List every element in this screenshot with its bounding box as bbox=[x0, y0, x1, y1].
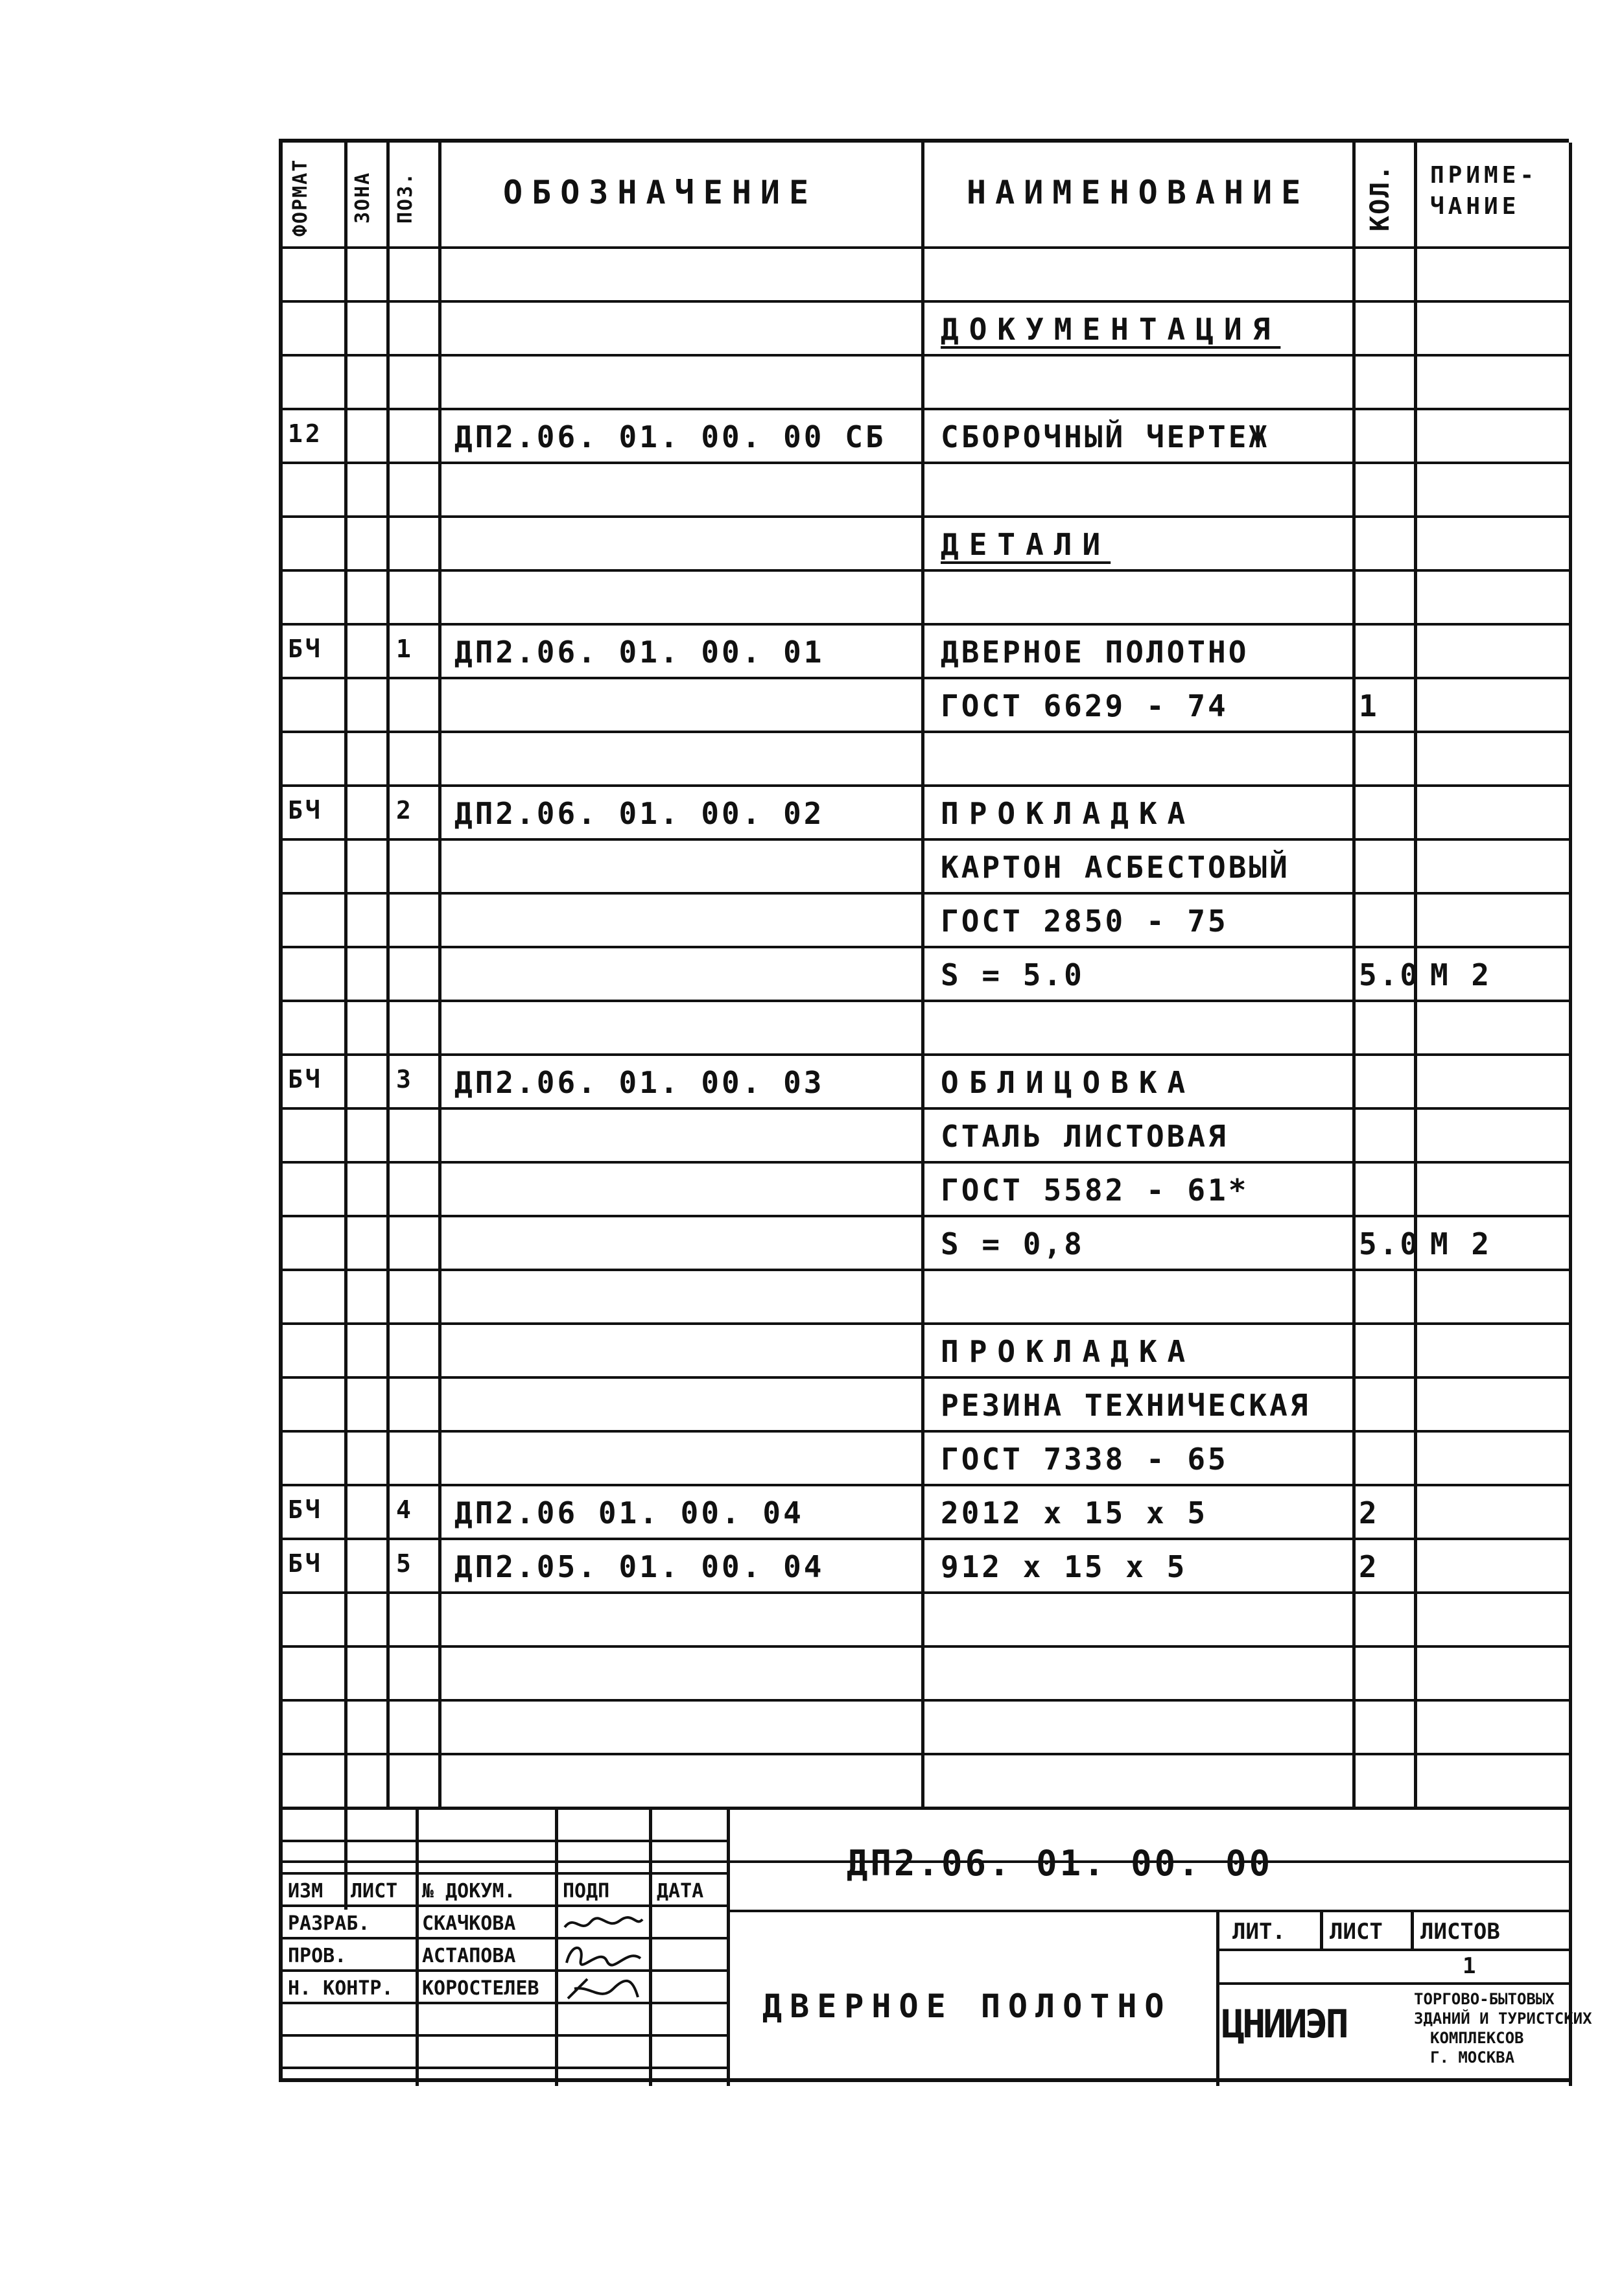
name-cell: ГОСТ 5582 - 61* bbox=[941, 1173, 1249, 1208]
stamp-line bbox=[555, 1807, 558, 2086]
row-line bbox=[283, 1430, 1569, 1433]
stamp-line bbox=[727, 1910, 1569, 1912]
signature-checker bbox=[561, 1940, 646, 1973]
row-line bbox=[283, 408, 1569, 410]
format-cell: БЧ bbox=[288, 796, 323, 825]
stamp-line bbox=[283, 2067, 727, 2069]
stamp-role-developer: РАЗРАБ. bbox=[288, 1912, 370, 1935]
stamp-doc-number: ДП2.06. 01. 00. 00 bbox=[847, 1843, 1273, 1884]
stamp-line bbox=[344, 1807, 347, 1910]
stamp-role-norm-control: Н. КОНТР. bbox=[288, 1977, 394, 2000]
row-line bbox=[283, 1053, 1569, 1056]
qty-cell: 2 bbox=[1359, 1495, 1380, 1530]
col-line-right bbox=[1569, 143, 1572, 1807]
stamp-sheet-label: ЛИСТ bbox=[1330, 1919, 1383, 1945]
qty-cell: 2 bbox=[1359, 1549, 1380, 1584]
designation-cell: ДП2.06 01. 00. 04 bbox=[454, 1495, 804, 1530]
designation-cell: ДП2.06. 01. 00. 00 СБ bbox=[454, 419, 886, 454]
name-cell: ПРОКЛАДКА bbox=[941, 796, 1196, 831]
designation-cell: ДП2.06. 01. 00. 02 bbox=[454, 796, 825, 831]
name-cell: РЕЗИНА ТЕХНИЧЕСКАЯ bbox=[941, 1388, 1311, 1423]
spec-sheet bbox=[279, 139, 1592, 2082]
stamp-line bbox=[283, 2034, 727, 2037]
format-cell: БЧ bbox=[288, 1065, 323, 1094]
format-cell: БЧ bbox=[288, 1495, 323, 1524]
stamp-line bbox=[1569, 1807, 1572, 2086]
row-line bbox=[283, 1699, 1569, 1702]
stamp-sheets-label: ЛИСТОВ bbox=[1420, 1919, 1500, 1945]
format-cell: БЧ bbox=[288, 1549, 323, 1578]
stamp-lit-label: ЛИТ. bbox=[1232, 1919, 1286, 1945]
col-line-pos bbox=[386, 143, 390, 1807]
row-line bbox=[283, 1161, 1569, 1164]
row-line bbox=[283, 784, 1569, 787]
stamp-line bbox=[416, 1807, 419, 2086]
designation-cell: ДП2.06. 01. 00. 03 bbox=[454, 1065, 825, 1100]
name-cell: 2012 x 15 x 5 bbox=[941, 1495, 1208, 1530]
row-line bbox=[283, 1322, 1569, 1325]
header-pos: ПОЗ. bbox=[394, 171, 417, 224]
row-line bbox=[283, 1269, 1569, 1271]
pos-cell: 4 bbox=[396, 1495, 414, 1524]
name-cell: ГОСТ 2850 - 75 bbox=[941, 904, 1229, 939]
stamp-line bbox=[649, 1807, 652, 2086]
name-cell: СБОРОЧНЫЙ ЧЕРТЕЖ bbox=[941, 419, 1270, 454]
row-line bbox=[283, 892, 1569, 895]
row-line bbox=[283, 1538, 1569, 1540]
org-line-2: ЗДАНИЙ И ТУРИСТСКИХ bbox=[1414, 2009, 1592, 2028]
col-line-qty bbox=[1352, 143, 1356, 1807]
pos-cell: 5 bbox=[396, 1549, 414, 1578]
name-cell: ДЕТАЛИ bbox=[941, 527, 1111, 562]
header-format: ФОРМАТ bbox=[289, 158, 312, 237]
stamp-line bbox=[1411, 1910, 1414, 1949]
title-block bbox=[283, 1807, 1592, 2086]
stamp-role-checker: ПРОВ. bbox=[288, 1945, 347, 1967]
row-line bbox=[283, 354, 1569, 357]
stamp-line bbox=[1320, 1910, 1323, 1949]
row-line bbox=[283, 1753, 1569, 1755]
stamp-sheets-value: 1 bbox=[1463, 1953, 1476, 1979]
row-line bbox=[283, 677, 1569, 679]
org-line-3: КОМПЛЕКСОВ bbox=[1430, 2029, 1524, 2047]
pos-cell: 3 bbox=[396, 1065, 414, 1094]
row-line bbox=[283, 623, 1569, 626]
stamp-col-doc: № ДОКУМ. bbox=[422, 1880, 516, 1903]
stamp-line bbox=[727, 1807, 730, 2086]
org-line-1: ТОРГОВО-БЫТОВЫХ bbox=[1414, 1990, 1555, 2008]
header-designation: ОБОЗНАЧЕНИЕ bbox=[503, 174, 818, 211]
header-qty: КОЛ. bbox=[1365, 163, 1395, 232]
note-cell: М 2 bbox=[1430, 1226, 1492, 1261]
stamp-line bbox=[283, 1807, 1569, 1810]
header-zone: ЗОНА bbox=[351, 171, 374, 224]
org-logo: ЦНИИЭП bbox=[1221, 2002, 1346, 2047]
stamp-line bbox=[1216, 1910, 1219, 2086]
row-line bbox=[283, 731, 1569, 733]
col-line-designation bbox=[438, 143, 441, 1807]
name-cell: ГОСТ 7338 - 65 bbox=[941, 1442, 1229, 1477]
row-line bbox=[283, 246, 1569, 249]
designation-cell: ДП2.06. 01. 00. 01 bbox=[454, 635, 825, 670]
stamp-col-date: ДАТА bbox=[657, 1880, 704, 1903]
name-cell: ПРОКЛАДКА bbox=[941, 1334, 1196, 1369]
name-cell: S = 0,8 bbox=[941, 1226, 1085, 1261]
qty-cell: 1 bbox=[1359, 688, 1380, 723]
stamp-line bbox=[283, 1937, 727, 1939]
name-cell: ГОСТ 6629 - 74 bbox=[941, 688, 1229, 723]
pos-cell: 1 bbox=[396, 635, 414, 663]
stamp-line bbox=[283, 1872, 727, 1875]
header-note-line1: ПРИМЕ- bbox=[1430, 162, 1538, 189]
col-line-name bbox=[921, 143, 924, 1807]
col-line-zone bbox=[344, 143, 347, 1807]
stamp-name-checker: АСТАПОВА bbox=[422, 1945, 516, 1967]
row-line bbox=[283, 1591, 1569, 1594]
name-cell: ДОКУМЕНТАЦИЯ bbox=[941, 312, 1281, 347]
row-line bbox=[283, 1215, 1569, 1217]
name-cell: ДВЕРНОЕ ПОЛОТНО bbox=[941, 635, 1249, 670]
stamp-line bbox=[283, 2002, 727, 2004]
stamp-line bbox=[283, 1840, 727, 1842]
row-line bbox=[283, 515, 1569, 518]
name-cell: СТАЛЬ ЛИСТОВАЯ bbox=[941, 1119, 1229, 1154]
row-line bbox=[283, 300, 1569, 303]
stamp-line bbox=[283, 1904, 727, 1907]
stamp-line bbox=[1216, 1982, 1569, 1985]
stamp-line bbox=[1216, 1949, 1569, 1951]
note-cell: М 2 bbox=[1430, 957, 1492, 992]
row-line bbox=[283, 1484, 1569, 1486]
signature-developer bbox=[561, 1908, 646, 1940]
row-line bbox=[283, 569, 1569, 572]
format-cell: 12 bbox=[288, 419, 323, 448]
stamp-name-norm-control: КОРОСТЕЛЕВ bbox=[422, 1977, 539, 2000]
name-cell: КАРТОН АСБЕСТОВЫЙ bbox=[941, 850, 1290, 885]
row-line bbox=[283, 1376, 1569, 1379]
qty-cell: 5.0 bbox=[1359, 957, 1421, 992]
row-line bbox=[283, 1645, 1569, 1648]
qty-cell: 5.0 bbox=[1359, 1226, 1421, 1261]
designation-cell: ДП2.05. 01. 00. 04 bbox=[454, 1549, 825, 1584]
stamp-col-list: ЛИСТ bbox=[351, 1880, 398, 1903]
row-line bbox=[283, 838, 1569, 841]
stamp-col-sign: ПОДП bbox=[563, 1880, 610, 1903]
row-line bbox=[283, 462, 1569, 464]
format-cell: БЧ bbox=[288, 635, 323, 663]
row-line bbox=[283, 946, 1569, 948]
stamp-title: ДВЕРНОЕ ПОЛОТНО bbox=[762, 1987, 1172, 2025]
name-cell: ОБЛИЦОВКА bbox=[941, 1065, 1196, 1100]
name-cell: 912 x 15 x 5 bbox=[941, 1549, 1188, 1584]
row-line bbox=[283, 1107, 1569, 1110]
row-line bbox=[283, 1000, 1569, 1002]
header-note-line2: ЧАНИЕ bbox=[1430, 193, 1520, 220]
stamp-line bbox=[283, 1969, 727, 1972]
stamp-name-developer: СКАЧКОВА bbox=[422, 1912, 516, 1935]
org-line-4: Г. МОСКВА bbox=[1430, 2048, 1515, 2067]
signature-norm-control bbox=[561, 1973, 646, 2008]
header-name: НАИМЕНОВАНИЕ bbox=[967, 174, 1310, 211]
name-cell: S = 5.0 bbox=[941, 957, 1085, 992]
stamp-col-izm: ИЗМ bbox=[288, 1880, 323, 1903]
pos-cell: 2 bbox=[396, 796, 414, 825]
